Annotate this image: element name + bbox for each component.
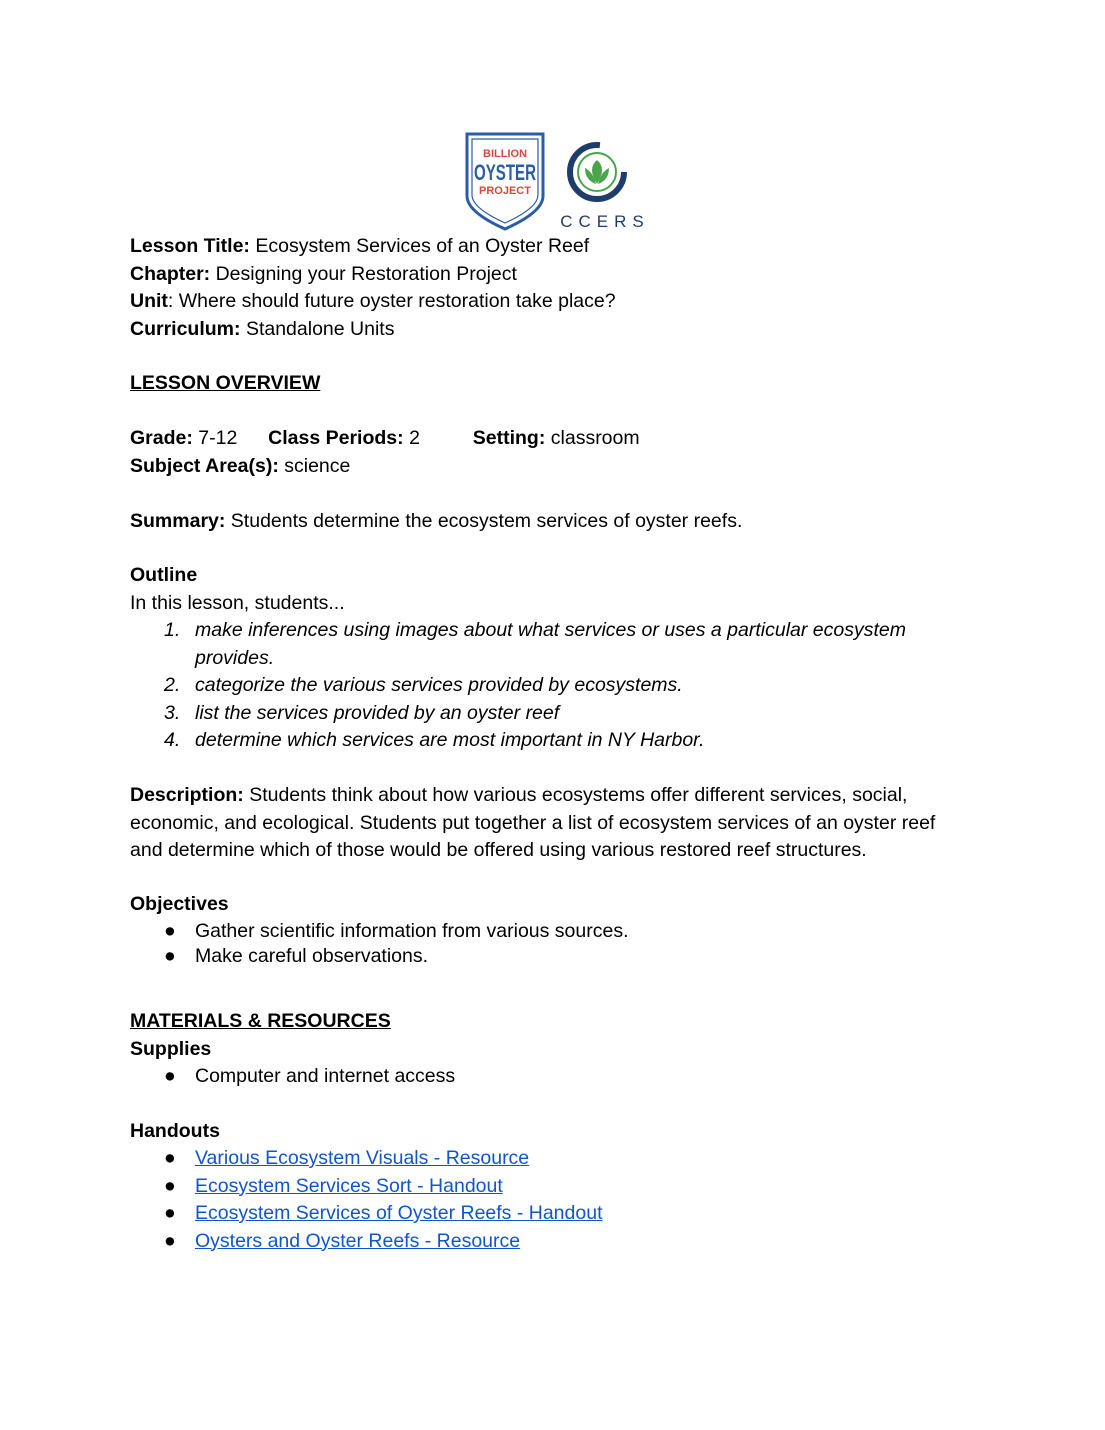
logo-text-billion: BILLION	[483, 148, 527, 160]
unit-value: : Where should future oyster restoration take place?	[167, 290, 616, 312]
bullet-icon: ●	[164, 920, 176, 942]
list-item	[130, 919, 930, 944]
list-item	[130, 1145, 930, 1173]
supplies-list	[130, 1063, 930, 1091]
outline-intro: In this lesson, students...	[130, 592, 345, 614]
chapter-value: Designing your Restoration Project	[215, 263, 517, 285]
list-item	[130, 1228, 930, 1256]
curriculum-line	[130, 316, 394, 344]
bullet-icon: ●	[164, 1202, 176, 1224]
lesson-title-label: Lesson Title:	[130, 235, 250, 257]
logo-group	[465, 132, 650, 232]
chapter-label: Chapter:	[130, 263, 211, 285]
list-number: 1.	[164, 619, 181, 641]
list-number: 2.	[164, 674, 181, 696]
setting-label: Setting:	[472, 427, 546, 449]
class-periods-label: Class Periods:	[268, 427, 404, 449]
summary-value: Students determine the ecosystem services of oyster reefs.	[230, 510, 743, 532]
list-item	[130, 700, 930, 728]
bullet-icon: ●	[164, 944, 176, 967]
list-item	[130, 1200, 930, 1228]
list-item	[130, 672, 930, 700]
list-item	[130, 1063, 930, 1091]
list-item-text: categorize the various services provided by ecosystems.	[195, 674, 683, 696]
logo-text-project: PROJECT	[479, 185, 531, 197]
lesson-title-value: Ecosystem Services of an Oyster Reef	[255, 235, 590, 257]
lesson-title-line	[130, 233, 589, 261]
handout-link-ecosystem-visuals[interactable]: Various Ecosystem Visuals - Resource	[195, 1147, 530, 1169]
handout-link-services-oyster-reefs[interactable]: Ecosystem Services of Oyster Reefs - Handout	[195, 1202, 603, 1224]
ccers-logo	[560, 138, 650, 233]
list-item-text: make inferences using images about what services or uses a particular ecosystem provides.	[195, 619, 906, 669]
summary-label: Summary:	[130, 510, 226, 532]
supplies-heading: Supplies	[130, 1038, 212, 1060]
bullet-icon: ●	[164, 1147, 176, 1169]
setting-value: classroom	[550, 427, 640, 449]
curriculum-label: Curriculum:	[130, 318, 241, 340]
list-item-text: Gather scientific information from various sources.	[195, 920, 629, 942]
subject-area-label: Subject Area(s):	[130, 455, 279, 477]
outline-list	[130, 617, 930, 755]
list-number: 3.	[164, 701, 181, 724]
summary-line	[130, 508, 742, 536]
bullet-icon: ●	[164, 1174, 176, 1197]
list-item	[130, 1173, 930, 1201]
list-number: 4.	[164, 729, 181, 751]
materials-heading: MATERIALS & RESOURCES	[130, 1010, 391, 1032]
grade-label: Grade:	[130, 427, 193, 449]
objectives-list	[130, 919, 930, 968]
subject-area-line	[130, 453, 350, 481]
handout-link-oysters-reefs-resource[interactable]: Oysters and Oyster Reefs - Resource	[195, 1229, 521, 1252]
unit-label: Unit	[130, 290, 168, 312]
subject-area-value: science	[284, 455, 351, 477]
lesson-overview-heading: LESSON OVERVIEW	[130, 372, 321, 394]
list-item	[130, 727, 930, 755]
list-item	[130, 617, 930, 672]
handouts-heading: Handouts	[130, 1120, 220, 1142]
bullet-icon: ●	[164, 1229, 176, 1252]
description-text: Students think about how various ecosystems offer different services, social, economic, and ecological. Students put together a list of ecosystem services of an oyster reef and determine which of those would be offered using various restored reef structures.	[130, 784, 936, 861]
unit-line	[130, 288, 616, 316]
curriculum-value: Standalone Units	[245, 318, 395, 340]
bullet-icon: ●	[164, 1065, 176, 1087]
objectives-heading: Objectives	[130, 893, 229, 915]
class-periods-value: 2	[409, 427, 420, 449]
logo-text-oyster: OYSTER	[474, 160, 537, 185]
grade-value: 7-12	[198, 427, 238, 449]
handouts-list	[130, 1145, 930, 1255]
list-item-text: list the services provided by an oyster reef	[195, 701, 560, 724]
chapter-line	[130, 261, 517, 289]
description-label: Description:	[130, 784, 244, 806]
list-item	[130, 944, 930, 969]
description-paragraph	[130, 782, 970, 865]
list-item-text: determine which services are most important in NY Harbor.	[195, 729, 705, 751]
logo-text-ccers: CCERS	[560, 212, 650, 231]
handout-link-services-sort[interactable]: Ecosystem Services Sort - Handout	[195, 1174, 503, 1197]
list-item-text: Make careful observations.	[195, 944, 429, 967]
outline-heading: Outline	[130, 564, 198, 586]
grade-periods-setting-line	[130, 425, 640, 453]
list-item-text: Computer and internet access	[195, 1065, 456, 1087]
